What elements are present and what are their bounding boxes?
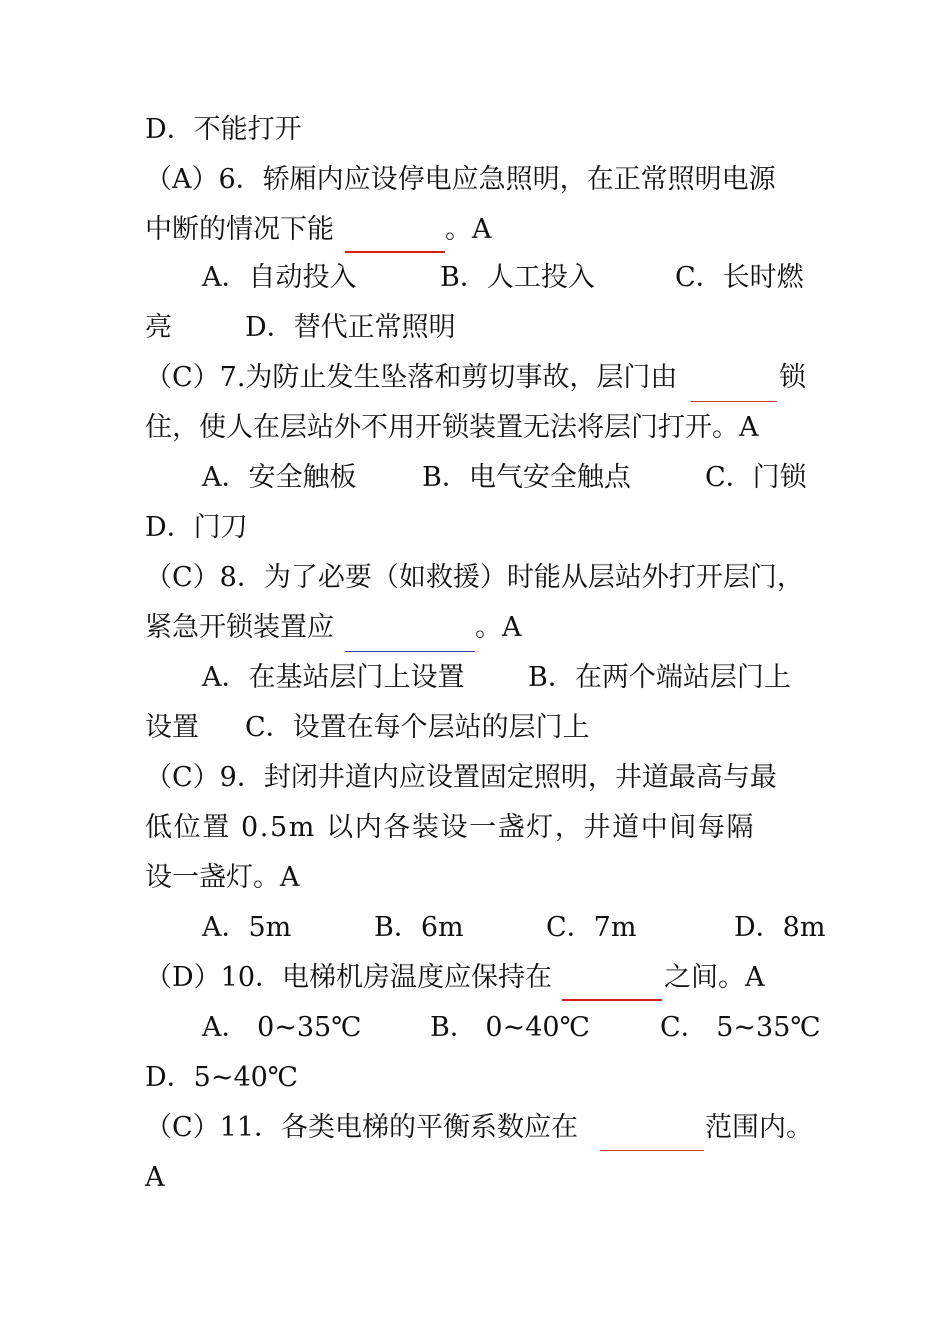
- q11-answer-mark: A: [145, 1162, 165, 1193]
- q9-option-b: B．6m: [374, 912, 464, 943]
- q10-option-d: D．5~40℃: [145, 1062, 299, 1093]
- q11-answer-blank: [600, 1150, 704, 1151]
- q7-answer-blank: [691, 401, 777, 402]
- q6-stem-line2: [145, 210, 845, 250]
- q7-stem-line2: 住，使人在层站外不用开锁装置无法将层门打开。A: [145, 412, 759, 443]
- q6-option-a: A．自动投入: [202, 262, 357, 293]
- q10-stem-end: 之间。A: [664, 962, 765, 993]
- q7-stem-end: 锁: [779, 362, 806, 393]
- q10-answer-blank: [562, 999, 662, 1001]
- q11-stem-end: 范围内。: [705, 1112, 813, 1143]
- q10-stem: [145, 958, 815, 998]
- q7-option-c: C．门锁: [705, 462, 807, 493]
- q10-option-c: C． 5~35℃: [660, 1012, 821, 1043]
- q5-option-d: D．不能打开: [145, 114, 302, 145]
- q8-stem-line2: [145, 608, 815, 648]
- q6-option-c-cont: 亮: [145, 312, 172, 343]
- q10-stem-text: （D）10．电梯机房温度应保持在: [145, 962, 553, 993]
- q8-option-b-cont: 设置: [145, 712, 199, 743]
- q6-option-d: D．替代正常照明: [245, 312, 456, 343]
- q6-stem-line1: （A）6．轿厢内应设停电应急照明，在正常照明电源: [145, 164, 776, 195]
- q7-option-a: A．安全触板: [202, 462, 357, 493]
- q6-options-line1: [145, 258, 815, 298]
- q8-stem-text: 紧急开锁装置应: [145, 612, 334, 643]
- q8-options-line2: [145, 708, 815, 748]
- q7-option-b: B．电气安全触点: [422, 462, 631, 493]
- q8-option-b: B．在两个端站层门上: [528, 662, 791, 693]
- q7-options-line1: [145, 458, 815, 498]
- q8-answer-blank: [345, 651, 475, 652]
- q7-stem-line1: [145, 358, 815, 398]
- q8-stem-end: 。A: [475, 612, 522, 643]
- q10-option-b: B． 0~40℃: [430, 1012, 590, 1043]
- q6-answer-blank: [345, 251, 445, 253]
- q7-option-d: D．门刀: [145, 512, 248, 543]
- q8-options-line1: [145, 658, 815, 698]
- q8-stem-line1: （C）8．为了必要（如救援）时能从层站外打开层门，: [145, 562, 804, 593]
- q6-stem-end: 。A: [445, 214, 492, 245]
- q11-stem: [145, 1108, 815, 1148]
- q10-option-a: A． 0~35℃: [202, 1012, 362, 1043]
- q9-stem-line1: （C）9．封闭井道内应设置固定照明，井道最高与最: [145, 762, 777, 793]
- q8-option-a: A．在基站层门上设置: [202, 662, 465, 693]
- q9-option-c: C．7m: [546, 912, 637, 943]
- q9-option-d: D．8m: [734, 912, 826, 943]
- q6-options-line2: [145, 308, 815, 348]
- q9-option-a: A．5m: [202, 912, 292, 943]
- q9-options-line: [145, 908, 826, 948]
- q6-option-c: C．长时燃: [675, 262, 804, 293]
- q11-stem-text: （C）11．各类电梯的平衡系数应在: [145, 1112, 579, 1143]
- q10-options-line1: [145, 1008, 821, 1048]
- q6-option-b: B．人工投入: [440, 262, 595, 293]
- q7-stem-text: （C）7.为防止发生坠落和剪切事故，层门由: [145, 362, 678, 393]
- q9-stem-line3: 设一盏灯。A: [145, 862, 300, 893]
- q9-stem-line2: 低位置 0.5m 以内各装设一盏灯，井道中间每隔: [145, 812, 756, 843]
- q6-stem-text: 中断的情况下能: [145, 214, 334, 245]
- q8-option-c: C．设置在每个层站的层门上: [245, 712, 590, 743]
